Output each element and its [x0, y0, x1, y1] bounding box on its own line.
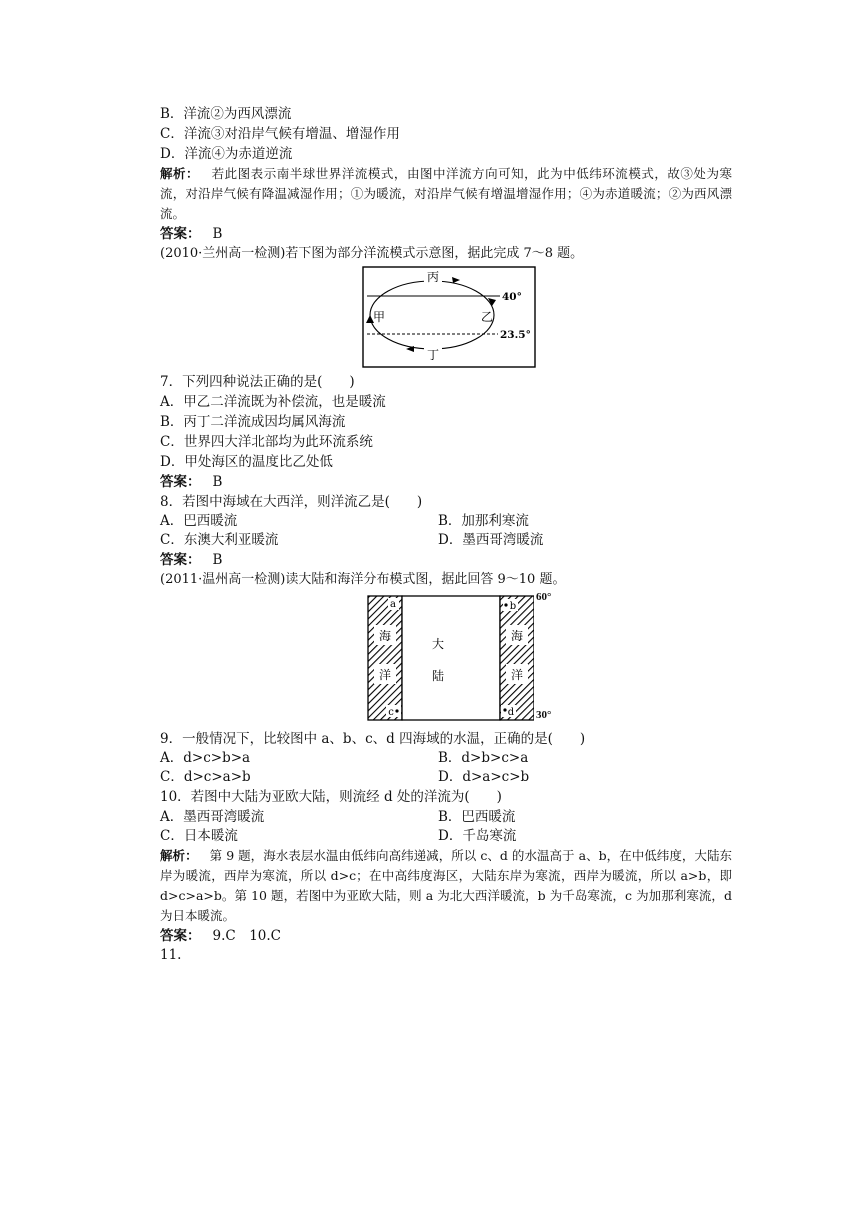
label-yi: 乙: [480, 310, 494, 324]
q10-option-b: B．巴西暖流: [438, 809, 516, 825]
answer-1: [160, 224, 222, 244]
option-b: B．洋流②为西风漂流: [160, 106, 292, 122]
q10-option-a: A．墨西哥湾暖流: [160, 809, 265, 825]
point-d: d: [507, 707, 515, 718]
q10-stem: 10．若图中大陆为亚欧大陆，则流经 d 处的洋流为( ): [160, 789, 502, 805]
answer-label: 答案：: [160, 474, 201, 490]
answer-value: B: [212, 226, 223, 242]
label-ding: 丁: [426, 348, 440, 362]
right-ocean: [500, 596, 534, 720]
continent-char-2: 陆: [431, 669, 445, 683]
left-ocean-char-2: 洋: [378, 668, 392, 682]
q8-option-a: A．巴西暖流: [160, 513, 238, 529]
left-ocean: [368, 596, 402, 720]
answer-8: [160, 550, 222, 570]
analysis-label: 解析：: [160, 166, 200, 181]
answer-value: 9.C 10.C: [212, 928, 282, 944]
intro-7-8: (2010·兰州高一检测)若下图为部分洋流模式示意图，据此完成 7～8 题。: [160, 246, 584, 261]
current-gyre-diagram: [362, 266, 536, 368]
q8-option-d: D．墨西哥湾暖流: [438, 532, 544, 548]
q7-option-b: B．丙丁二洋流成因均属风海流: [160, 414, 346, 430]
intro-9-10: (2011·温州高一检测)读大陆和海洋分布模式图，据此回答 9～10 题。: [160, 572, 566, 587]
q9-option-c: C．d>c>a>b: [160, 769, 251, 785]
right-ocean-char-1: 海: [510, 629, 524, 643]
continent-char-1: 大: [431, 637, 445, 651]
q11-number: 11.: [160, 947, 182, 963]
continent: [402, 596, 500, 720]
point-a: a: [390, 599, 396, 610]
analysis-text: 若此图表示南半球世界洋流模式，由图中洋流方向可知，此为中低纬环流模式，故③处为寒流，对沿岸气候有降温减湿作用；①为暖流，对沿岸气候有增温增湿作用；④为赤道暖流；②为西风漂流。: [160, 166, 732, 221]
continent-ocean-diagram: [366, 592, 534, 724]
analysis-1: [160, 164, 732, 224]
q7-stem: 7．下列四种说法正确的是( ): [160, 374, 355, 390]
lat-60: 60°: [536, 591, 552, 603]
q10-option-d: D．千岛寒流: [438, 828, 517, 844]
right-ocean-char-2: 洋: [510, 668, 524, 682]
lat-23-5: 23.5°: [500, 329, 531, 341]
lat-40: 40°: [502, 291, 522, 303]
label-bing: 丙: [426, 270, 440, 284]
q9-option-b: B．d>b>c>a: [438, 750, 529, 766]
left-ocean-char-1: 海: [378, 629, 392, 643]
q9-stem: 9．一般情况下，比较图中 a、b、c、d 四海域的水温，正确的是( ): [160, 731, 586, 747]
q7-option-c: C．世界四大洋北部均为此环流系统: [160, 434, 373, 450]
q9-option-a: A．d>c>b>a: [160, 750, 251, 766]
q8-option-c: C．东澳大利亚暖流: [160, 532, 279, 548]
label-jia: 甲: [372, 310, 386, 324]
analysis-text: 第 9 题，海水表层水温由低纬向高纬递减，所以 c、d 的水温高于 a、b，在中低纬度，大陆东岸为暖流，西岸为寒流，所以 d>c；在中高纬度海区，大陆东岸为寒流，西岸为暖流，所以 a>b，即 d>c>a>b。第 10 题，若图中为亚欧大陆，则 a 为北大西洋暖流，b 为千岛寒流，c 为加那利寒流，d 为日本暖流。: [160, 848, 732, 923]
q9-option-d: D．d>a>c>b: [438, 769, 530, 785]
point-c-dot: [395, 709, 398, 712]
q8-option-b: B．加那利寒流: [438, 513, 529, 529]
q7-option-a: A．甲乙二洋流既为补偿流，也是暖流: [160, 394, 386, 410]
answer-value: B: [212, 474, 223, 490]
answer-9-10: [160, 926, 281, 946]
point-d-dot: [503, 708, 506, 711]
answer-value: B: [212, 552, 223, 568]
point-b-dot: [504, 603, 507, 606]
q8-stem: 8．若图中海域在大西洋，则洋流乙是( ): [160, 494, 423, 510]
analysis-label: 解析：: [160, 848, 198, 863]
answer-label: 答案：: [160, 928, 201, 944]
answer-label: 答案：: [160, 226, 201, 242]
q10-option-c: C．日本暖流: [160, 828, 238, 844]
q7-option-d: D．甲处海区的温度比乙处低: [160, 454, 333, 470]
option-d: D．洋流④为赤道逆流: [160, 146, 293, 162]
option-c: C．洋流③对沿岸气候有增温、增湿作用: [160, 126, 400, 142]
analysis-2: [160, 846, 732, 926]
answer-7: [160, 472, 222, 492]
answer-label: 答案：: [160, 552, 201, 568]
lat-30: 30°: [536, 709, 552, 721]
point-b: b: [509, 601, 517, 612]
point-c: c: [388, 707, 394, 718]
